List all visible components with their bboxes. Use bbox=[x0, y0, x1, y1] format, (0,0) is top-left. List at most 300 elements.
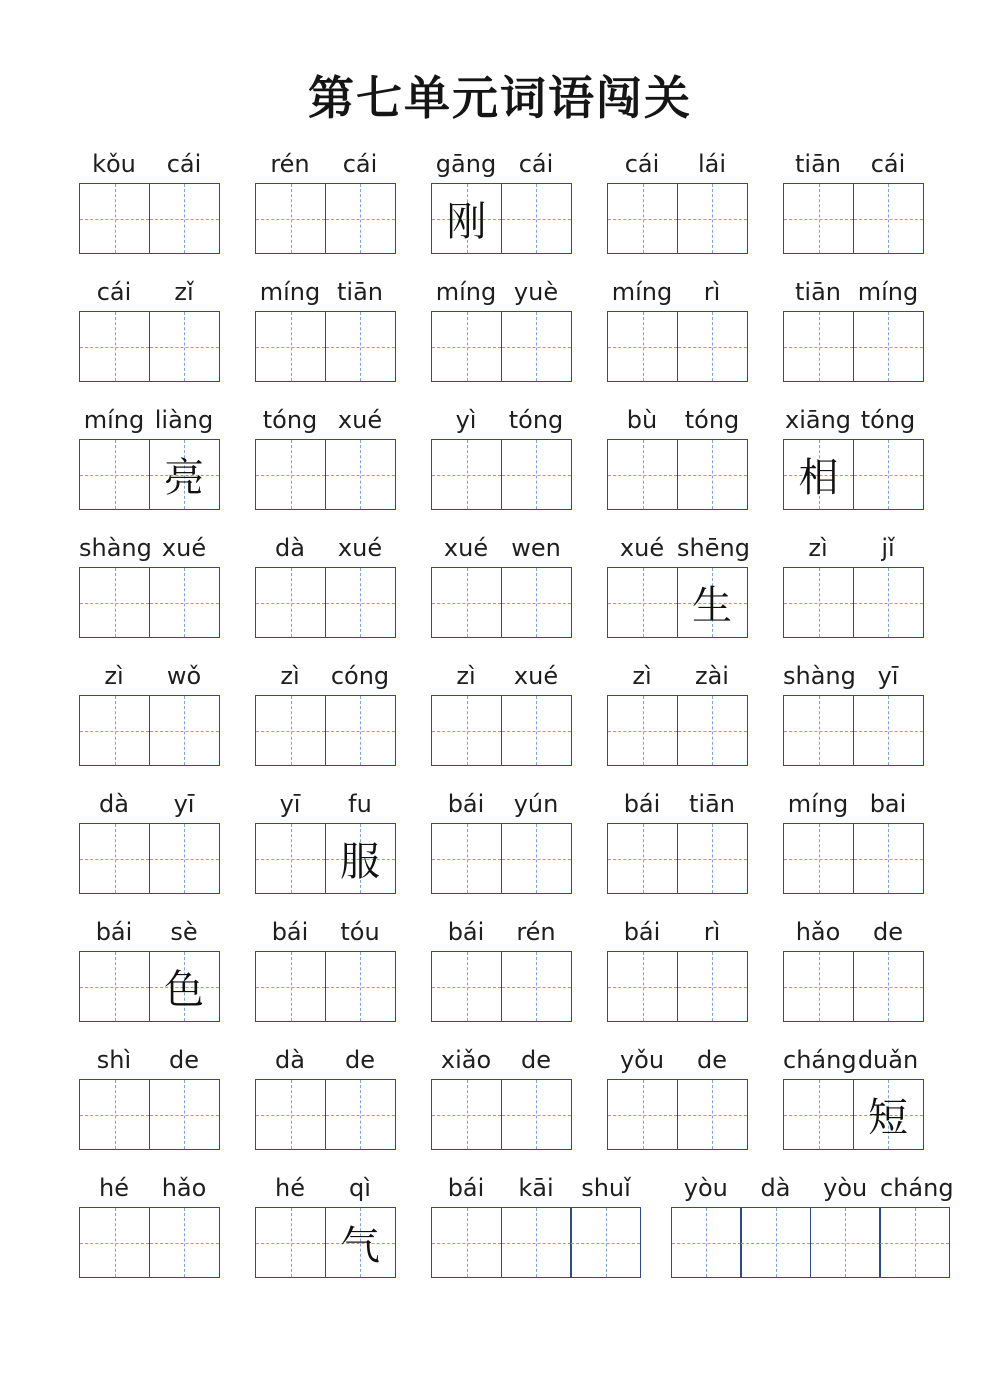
given-character: 色 bbox=[164, 967, 204, 1013]
writing-boxes bbox=[783, 695, 950, 766]
pinyin-syllable: yòu bbox=[683, 1174, 728, 1202]
word-item bbox=[774, 401, 950, 503]
character-box[interactable] bbox=[607, 183, 678, 254]
character-box[interactable] bbox=[149, 695, 220, 766]
character-box[interactable] bbox=[853, 183, 924, 254]
character-box[interactable] bbox=[325, 439, 396, 510]
character-box[interactable] bbox=[325, 567, 396, 638]
given-character bbox=[784, 184, 853, 253]
given-character bbox=[80, 824, 149, 893]
character-box[interactable] bbox=[501, 439, 572, 510]
pinyin-row bbox=[70, 1169, 246, 1207]
pinyin-syllable: míng bbox=[259, 278, 321, 306]
word-item bbox=[598, 785, 774, 887]
given-character bbox=[80, 1080, 149, 1149]
word-item bbox=[422, 657, 598, 759]
word-item bbox=[246, 529, 422, 631]
character-box[interactable] bbox=[79, 439, 150, 510]
character-box[interactable] bbox=[501, 311, 572, 382]
word-item bbox=[422, 145, 598, 247]
pinyin-row bbox=[598, 145, 774, 183]
writing-boxes bbox=[607, 695, 774, 766]
pinyin-syllable: dà bbox=[275, 1046, 305, 1074]
word-item bbox=[70, 913, 246, 1015]
given-character bbox=[432, 440, 501, 509]
pinyin-syllable: wen bbox=[511, 534, 561, 562]
pinyin-syllable: hǎo bbox=[161, 1174, 207, 1202]
character-box[interactable] bbox=[79, 1207, 150, 1278]
pinyin-row bbox=[422, 1169, 662, 1207]
given-character bbox=[672, 1208, 741, 1277]
pinyin-row bbox=[70, 145, 246, 183]
given-character bbox=[256, 696, 325, 765]
character-box[interactable] bbox=[677, 311, 748, 382]
given-character bbox=[150, 1080, 219, 1149]
word-item bbox=[422, 1169, 662, 1271]
character-box[interactable] bbox=[79, 311, 150, 382]
pinyin-row bbox=[246, 145, 422, 183]
pinyin-row bbox=[246, 657, 422, 695]
given-character bbox=[678, 1080, 747, 1149]
pinyin-syllable: rén bbox=[270, 150, 310, 178]
character-box[interactable] bbox=[149, 183, 220, 254]
given-character bbox=[784, 952, 853, 1021]
character-box[interactable] bbox=[783, 823, 854, 894]
writing-boxes bbox=[431, 1079, 598, 1150]
given-character bbox=[854, 184, 923, 253]
given-character bbox=[326, 1080, 395, 1149]
character-box[interactable] bbox=[677, 1079, 748, 1150]
word-item bbox=[246, 1041, 422, 1143]
character-box[interactable] bbox=[853, 311, 924, 382]
character-box[interactable] bbox=[149, 951, 220, 1022]
character-box[interactable] bbox=[79, 183, 150, 254]
pinyin-syllable: tóu bbox=[340, 918, 380, 946]
given-character bbox=[784, 1080, 853, 1149]
given-character bbox=[854, 696, 923, 765]
word-item bbox=[598, 145, 774, 247]
pinyin-syllable: zì bbox=[104, 662, 124, 690]
character-box[interactable] bbox=[677, 183, 748, 254]
character-box[interactable] bbox=[149, 1207, 220, 1278]
writing-boxes bbox=[607, 823, 774, 894]
pinyin-syllable: hǎo bbox=[795, 918, 841, 946]
character-box[interactable] bbox=[607, 695, 678, 766]
character-box[interactable] bbox=[79, 823, 150, 894]
pinyin-row bbox=[598, 1041, 774, 1079]
given-character bbox=[678, 824, 747, 893]
given-character bbox=[80, 696, 149, 765]
character-box[interactable] bbox=[431, 567, 502, 638]
pinyin-row bbox=[246, 529, 422, 567]
pinyin-syllable: tóng bbox=[684, 406, 740, 434]
pinyin-row bbox=[70, 401, 246, 439]
given-character bbox=[432, 696, 501, 765]
character-box[interactable] bbox=[325, 823, 396, 894]
character-box[interactable] bbox=[607, 951, 678, 1022]
pinyin-syllable: de bbox=[873, 918, 903, 946]
pinyin-syllable: gāng bbox=[435, 150, 497, 178]
pinyin-syllable: dà bbox=[760, 1174, 791, 1202]
pinyin-syllable: tiān bbox=[337, 278, 383, 306]
word-item bbox=[246, 145, 422, 247]
pinyin-syllable: cóng bbox=[330, 662, 390, 690]
character-box[interactable] bbox=[783, 183, 854, 254]
writing-boxes bbox=[79, 311, 246, 382]
given-character bbox=[811, 1208, 880, 1277]
pinyin-syllable: bái bbox=[447, 1174, 485, 1202]
pinyin-syllable: kǒu bbox=[92, 150, 136, 178]
word-item bbox=[70, 1041, 246, 1143]
pinyin-syllable: bai bbox=[869, 790, 907, 818]
pinyin-syllable: wǒ bbox=[166, 662, 202, 690]
character-box[interactable] bbox=[501, 823, 572, 894]
pinyin-row bbox=[422, 913, 598, 951]
given-character bbox=[256, 184, 325, 253]
pinyin-syllable: yī bbox=[173, 790, 195, 818]
character-box[interactable] bbox=[325, 951, 396, 1022]
character-box[interactable] bbox=[783, 695, 854, 766]
character-box[interactable] bbox=[255, 1207, 326, 1278]
writing-boxes bbox=[79, 183, 246, 254]
character-box[interactable] bbox=[740, 1207, 811, 1278]
given-character bbox=[326, 696, 395, 765]
pinyin-row bbox=[246, 785, 422, 823]
character-box[interactable] bbox=[149, 1079, 220, 1150]
given-character bbox=[432, 312, 501, 381]
pinyin-syllable: míng bbox=[435, 278, 497, 306]
word-grid bbox=[70, 145, 954, 1271]
pinyin-syllable: xué bbox=[513, 662, 559, 690]
writing-boxes bbox=[607, 439, 774, 510]
writing-boxes bbox=[79, 823, 246, 894]
pinyin-row bbox=[774, 273, 950, 311]
pinyin-syllable: zài bbox=[695, 662, 729, 690]
pinyin-syllable: míng bbox=[611, 278, 673, 306]
character-box[interactable] bbox=[501, 951, 572, 1022]
pinyin-syllable: tóng bbox=[508, 406, 564, 434]
pinyin-syllable: xué bbox=[337, 406, 383, 434]
given-character bbox=[432, 952, 501, 1021]
pinyin-syllable: de bbox=[697, 1046, 727, 1074]
character-box[interactable] bbox=[501, 567, 572, 638]
given-character bbox=[150, 696, 219, 765]
pinyin-row bbox=[774, 785, 950, 823]
character-box[interactable] bbox=[671, 1207, 742, 1278]
pinyin-syllable: dà bbox=[275, 534, 305, 562]
character-box[interactable] bbox=[501, 1207, 572, 1278]
given-character bbox=[326, 312, 395, 381]
pinyin-row bbox=[246, 1041, 422, 1079]
given-character bbox=[854, 312, 923, 381]
character-box[interactable] bbox=[431, 439, 502, 510]
word-item bbox=[774, 529, 950, 631]
writing-boxes bbox=[79, 695, 246, 766]
given-character bbox=[256, 312, 325, 381]
writing-boxes bbox=[79, 1207, 246, 1278]
given-character bbox=[80, 184, 149, 253]
character-box[interactable] bbox=[255, 695, 326, 766]
character-box[interactable] bbox=[431, 311, 502, 382]
word-item bbox=[246, 273, 422, 375]
pinyin-row bbox=[246, 913, 422, 951]
character-box[interactable] bbox=[149, 439, 220, 510]
pinyin-row bbox=[598, 657, 774, 695]
pinyin-syllable: tiān bbox=[689, 790, 735, 818]
character-box[interactable] bbox=[149, 311, 220, 382]
character-box[interactable] bbox=[853, 567, 924, 638]
character-box[interactable] bbox=[79, 1079, 150, 1150]
word-item bbox=[598, 273, 774, 375]
pinyin-row bbox=[70, 529, 246, 567]
character-box[interactable] bbox=[783, 1079, 854, 1150]
word-item bbox=[70, 529, 246, 631]
given-character bbox=[256, 952, 325, 1021]
given-character bbox=[784, 568, 853, 637]
pinyin-row bbox=[246, 401, 422, 439]
character-box[interactable] bbox=[325, 183, 396, 254]
given-character: 气 bbox=[340, 1223, 380, 1269]
pinyin-syllable: shuǐ bbox=[581, 1174, 631, 1202]
given-character bbox=[326, 184, 395, 253]
pinyin-row bbox=[422, 273, 598, 311]
given-character bbox=[608, 1080, 677, 1149]
writing-boxes bbox=[783, 1079, 950, 1150]
given-character bbox=[256, 568, 325, 637]
pinyin-syllable: tóng bbox=[262, 406, 318, 434]
pinyin-row bbox=[422, 145, 598, 183]
character-box[interactable] bbox=[255, 439, 326, 510]
pinyin-syllable: qì bbox=[349, 1174, 371, 1202]
pinyin-row bbox=[774, 913, 950, 951]
character-box[interactable] bbox=[79, 695, 150, 766]
character-box[interactable] bbox=[325, 695, 396, 766]
pinyin-row bbox=[598, 273, 774, 311]
writing-boxes bbox=[783, 439, 950, 510]
pinyin-syllable: rì bbox=[703, 278, 721, 306]
given-character bbox=[678, 440, 747, 509]
character-box[interactable] bbox=[255, 183, 326, 254]
given-character bbox=[741, 1208, 810, 1277]
character-box[interactable] bbox=[677, 439, 748, 510]
pinyin-syllable: yī bbox=[279, 790, 301, 818]
given-character bbox=[784, 824, 853, 893]
pinyin-syllable: hé bbox=[275, 1174, 305, 1202]
given-character bbox=[678, 184, 747, 253]
character-box[interactable] bbox=[853, 1079, 924, 1150]
character-box[interactable] bbox=[570, 1207, 641, 1278]
given-character bbox=[256, 824, 325, 893]
character-box[interactable] bbox=[853, 823, 924, 894]
given-character bbox=[80, 312, 149, 381]
word-item bbox=[422, 273, 598, 375]
given-character bbox=[502, 440, 571, 509]
character-box[interactable] bbox=[79, 567, 150, 638]
pinyin-syllable: jǐ bbox=[881, 534, 895, 562]
character-box[interactable] bbox=[255, 567, 326, 638]
pinyin-syllable: míng bbox=[83, 406, 145, 434]
given-character bbox=[256, 1080, 325, 1149]
pinyin-syllable: xué bbox=[337, 534, 383, 562]
pinyin-row bbox=[598, 785, 774, 823]
given-character bbox=[432, 568, 501, 637]
pinyin-syllable: shàng bbox=[783, 662, 856, 690]
given-character bbox=[784, 696, 853, 765]
character-box[interactable] bbox=[783, 951, 854, 1022]
given-character bbox=[678, 696, 747, 765]
character-box[interactable] bbox=[810, 1207, 881, 1278]
given-character: 相 bbox=[798, 455, 839, 501]
character-box[interactable] bbox=[431, 823, 502, 894]
writing-boxes bbox=[607, 311, 774, 382]
character-box[interactable] bbox=[501, 695, 572, 766]
character-box[interactable] bbox=[431, 695, 502, 766]
character-box[interactable] bbox=[853, 439, 924, 510]
pinyin-syllable: xué bbox=[161, 534, 207, 562]
word-item bbox=[70, 785, 246, 887]
given-character bbox=[432, 824, 501, 893]
character-box[interactable] bbox=[431, 183, 502, 254]
given-character bbox=[678, 952, 747, 1021]
given-character bbox=[502, 1080, 571, 1149]
given-character bbox=[854, 568, 923, 637]
writing-boxes bbox=[431, 183, 598, 254]
character-box[interactable] bbox=[677, 823, 748, 894]
word-item bbox=[422, 913, 598, 1015]
character-box[interactable] bbox=[149, 567, 220, 638]
pinyin-syllable: liàng bbox=[154, 406, 214, 434]
pinyin-row bbox=[70, 1041, 246, 1079]
character-box[interactable] bbox=[431, 1079, 502, 1150]
character-box[interactable] bbox=[501, 183, 572, 254]
character-box[interactable] bbox=[607, 311, 678, 382]
pinyin-row bbox=[70, 913, 246, 951]
writing-boxes bbox=[255, 439, 422, 510]
word-item bbox=[422, 785, 598, 887]
writing-boxes bbox=[607, 183, 774, 254]
word-item bbox=[774, 657, 950, 759]
word-item bbox=[774, 273, 950, 375]
character-box[interactable] bbox=[677, 951, 748, 1022]
given-character: 亮 bbox=[164, 455, 204, 501]
writing-boxes bbox=[79, 567, 246, 638]
character-box[interactable] bbox=[431, 1207, 502, 1278]
given-character bbox=[854, 440, 923, 509]
writing-boxes bbox=[79, 951, 246, 1022]
pinyin-syllable: tiān bbox=[795, 278, 841, 306]
character-box[interactable] bbox=[879, 1207, 950, 1278]
pinyin-syllable: shì bbox=[96, 1046, 132, 1074]
pinyin-row bbox=[774, 657, 950, 695]
character-box[interactable] bbox=[783, 439, 854, 510]
given-character bbox=[80, 440, 149, 509]
character-box[interactable] bbox=[783, 567, 854, 638]
word-item bbox=[70, 273, 246, 375]
pinyin-syllable: shàng bbox=[79, 534, 152, 562]
word-item bbox=[246, 913, 422, 1015]
character-box[interactable] bbox=[255, 951, 326, 1022]
pinyin-syllable: bái bbox=[95, 918, 133, 946]
pinyin-syllable: cái bbox=[342, 150, 378, 178]
word-item bbox=[774, 145, 950, 247]
character-box[interactable] bbox=[501, 1079, 572, 1150]
word-item bbox=[598, 1041, 774, 1143]
word-item bbox=[598, 529, 774, 631]
word-item bbox=[598, 657, 774, 759]
character-box[interactable] bbox=[607, 823, 678, 894]
pinyin-syllable: zǐ bbox=[174, 278, 194, 306]
pinyin-syllable: yī bbox=[877, 662, 899, 690]
pinyin-syllable: yún bbox=[513, 790, 559, 818]
word-item bbox=[246, 1169, 422, 1271]
character-box[interactable] bbox=[607, 567, 678, 638]
given-character bbox=[502, 184, 571, 253]
writing-boxes bbox=[607, 951, 774, 1022]
pinyin-syllable: cháng bbox=[880, 1174, 954, 1202]
pinyin-row bbox=[774, 1041, 950, 1079]
character-box[interactable] bbox=[255, 311, 326, 382]
given-character bbox=[608, 312, 677, 381]
pinyin-syllable: de bbox=[345, 1046, 375, 1074]
given-character bbox=[608, 440, 677, 509]
character-box[interactable] bbox=[325, 1079, 396, 1150]
pinyin-syllable: zì bbox=[808, 534, 828, 562]
writing-boxes bbox=[255, 1207, 422, 1278]
character-box[interactable] bbox=[431, 951, 502, 1022]
writing-boxes bbox=[255, 951, 422, 1022]
character-box[interactable] bbox=[255, 823, 326, 894]
character-box[interactable] bbox=[325, 311, 396, 382]
pinyin-syllable: cái bbox=[166, 150, 202, 178]
pinyin-row bbox=[662, 1169, 954, 1207]
given-character bbox=[326, 568, 395, 637]
writing-boxes bbox=[783, 951, 950, 1022]
character-box[interactable] bbox=[677, 567, 748, 638]
pinyin-syllable: yòu bbox=[823, 1174, 868, 1202]
writing-boxes bbox=[431, 311, 598, 382]
given-character bbox=[784, 312, 853, 381]
given-character bbox=[880, 1208, 949, 1277]
pinyin-row bbox=[246, 273, 422, 311]
character-box[interactable] bbox=[255, 1079, 326, 1150]
writing-boxes bbox=[255, 823, 422, 894]
pinyin-syllable: sè bbox=[170, 918, 198, 946]
character-box[interactable] bbox=[853, 695, 924, 766]
pinyin-syllable: bái bbox=[623, 790, 661, 818]
character-box[interactable] bbox=[853, 951, 924, 1022]
pinyin-syllable: xiǎo bbox=[440, 1046, 492, 1074]
character-box[interactable] bbox=[325, 1207, 396, 1278]
pinyin-syllable: cái bbox=[518, 150, 554, 178]
character-box[interactable] bbox=[607, 439, 678, 510]
given-character bbox=[150, 1208, 219, 1277]
given-character bbox=[150, 312, 219, 381]
character-box[interactable] bbox=[677, 695, 748, 766]
given-character bbox=[80, 952, 149, 1021]
character-box[interactable] bbox=[149, 823, 220, 894]
writing-boxes bbox=[607, 567, 774, 638]
pinyin-syllable: bái bbox=[623, 918, 661, 946]
word-item bbox=[70, 1169, 246, 1271]
given-character bbox=[502, 696, 571, 765]
character-box[interactable] bbox=[783, 311, 854, 382]
pinyin-row bbox=[774, 145, 950, 183]
given-character bbox=[150, 824, 219, 893]
character-box[interactable] bbox=[79, 951, 150, 1022]
character-box[interactable] bbox=[607, 1079, 678, 1150]
given-character bbox=[608, 568, 677, 637]
pinyin-syllable: míng bbox=[857, 278, 919, 306]
